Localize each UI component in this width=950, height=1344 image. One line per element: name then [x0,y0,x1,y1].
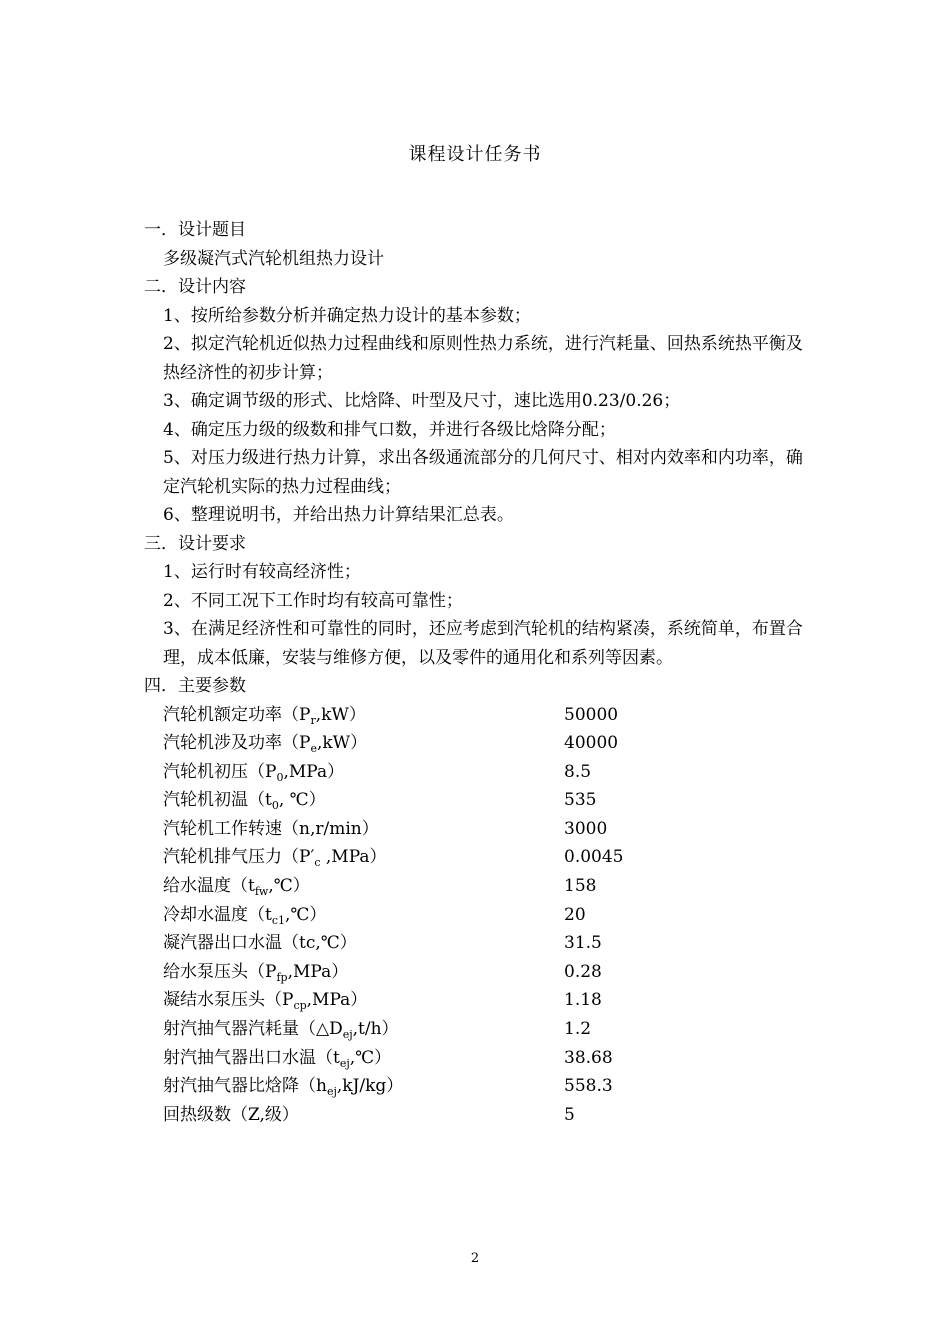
parameter-row [144,786,809,815]
parameter-subscript: cp [293,999,307,1013]
parameter-value: 535 [564,790,597,811]
parameter-label-unit: ,℃） [268,876,310,897]
parameter-label-text: 凝汽器出口水温（tc,℃） [163,933,357,954]
section-3-item: 3、在满足经济性和可靠性的同时，还应考虑到汽轮机的结构紧凑，系统简单，布置合理，成本低廉，安装与维修方便，以及零件的通用化和系列等因素。 [163,619,803,668]
section-2-item: 5、对压力级进行热力计算，求出各级通流部分的几何尺寸、相对内效率和内功率，确定汽轮机实际的热力过程曲线； [163,448,803,497]
parameter-label-unit: ,kW） [316,733,368,754]
parameter-label-unit: ,MPa） [320,847,387,868]
parameter-row [144,958,809,987]
parameter-label-text: 射汽抽气器比焓降（h [163,1076,327,1097]
parameter-label-text: 给水泵压头（P [163,961,277,982]
parameter-label [163,843,387,872]
parameter-row [144,701,809,730]
parameter-label [163,958,348,987]
parameter-value: 1.18 [564,990,602,1011]
parameter-label [163,872,310,901]
parameter-label-unit: ,℃） [285,904,327,925]
parameter-label-unit: ,kJ/kg） [336,1076,404,1097]
parameter-row [144,815,809,844]
document-title: 课程设计任务书 [408,144,542,165]
parameter-subscript: 0 [271,799,279,813]
parameter-label [163,1015,399,1044]
parameter-label [163,929,357,958]
parameter-row [144,729,809,758]
parameter-label-text: 回热级数（Z,级） [163,1104,299,1125]
section-4-heading: 四．主要参数 [144,676,246,696]
parameter-label-text: 凝结水泵压头（P [163,990,294,1011]
parameter-value: 558.3 [564,1076,613,1097]
parameter-subscript: fw [254,885,269,899]
parameter-label [163,901,326,930]
parameter-label-unit: ,kW） [315,704,366,725]
parameter-label-unit: , ℃） [278,790,326,811]
parameter-value: 3000 [564,818,608,839]
parameter-label-text: 汽轮机排气压力（P′ [163,847,315,868]
parameter-subscript: c [314,856,321,870]
parameter-row [144,872,809,901]
section-2-heading: 二．设计内容 [144,277,246,297]
parameter-label [163,986,367,1015]
parameter-row [144,758,809,787]
parameter-label-unit: ,MPa） [306,990,368,1011]
parameter-label-text: 汽轮机初压（P [163,761,277,782]
section-2-item: 2、拟定汽轮机近似热力过程曲线和原则性热力系统，进行汽耗量、回热系统热平衡及热经济性的初步计算； [163,334,803,383]
parameter-value: 20 [564,904,586,925]
parameter-label [163,729,367,758]
parameter-subscript: ej [339,1056,350,1070]
parameter-label [163,1072,403,1101]
parameter-value: 50000 [564,704,619,725]
parameter-label-text: 射汽抽气器汽耗量（△D [163,1019,343,1040]
parameter-label-text: 汽轮机初温（t [163,790,272,811]
parameter-row [144,1044,809,1073]
parameter-value: 8.5 [564,761,592,782]
section-2-item: 6、整理说明书，并给出热力计算结果汇总表。 [163,505,514,525]
parameter-label [163,1101,299,1130]
parameter-row [144,901,809,930]
parameter-row [144,929,809,958]
parameter-label-unit: ,t/h） [352,1019,399,1040]
parameter-subscript: ej [326,1085,337,1099]
parameter-value: 40000 [564,733,619,754]
parameter-label-unit: ,MPa） [287,961,349,982]
parameter-value: 0.28 [564,961,602,982]
section-3-item: 1、运行时有较高经济性； [163,562,361,582]
parameter-subscript: 0 [276,770,284,784]
parameter-row [144,986,809,1015]
parameter-subscript: c1 [271,913,286,927]
parameter-label-text: 汽轮机涉及功率（P [163,733,311,754]
parameter-subscript: r [310,713,316,727]
parameter-label-text: 射汽抽气器出口水温（t [163,1047,340,1068]
section-3-heading: 三．设计要求 [144,533,246,554]
page-number: 2 [470,1251,480,1266]
parameter-row [144,843,809,872]
parameter-value: 0.0045 [564,847,624,868]
parameter-label-text: 冷却水温度（t [163,904,272,925]
parameter-label-unit: ,℃） [349,1047,392,1068]
section-1-content: 多级凝汽式汽轮机组热力设计 [163,248,384,269]
parameter-label-text: 汽轮机工作转速（n,r/min） [163,818,379,839]
parameter-subscript: e [310,742,317,756]
parameter-value: 31.5 [564,933,602,954]
parameter-label [163,815,379,844]
parameter-label-unit: ,MPa） [283,761,345,782]
parameter-value: 158 [564,876,597,897]
section-1-heading: 一．设计题目 [144,220,246,240]
section-3-item: 2、不同工况下工作时均有较高可靠性； [163,590,463,611]
parameter-row [144,1101,809,1130]
parameter-row [144,1072,809,1101]
parameter-label [163,758,344,787]
section-2-item: 4、确定压力级的级数和排气口数，并进行各级比焓降分配； [163,419,616,440]
section-2-item: 1、按所给参数分析并确定热力设计的基本参数； [163,305,531,326]
document-body [144,216,809,1129]
parameter-subscript: fp [276,970,288,984]
parameter-label [163,786,326,815]
section-2-item: 3、确定调节级的形式、比焓降、叶型及尺寸，速比选用0.23/0.26； [163,391,681,411]
parameter-value: 38.68 [564,1047,613,1068]
parameter-label-text: 汽轮机额定功率（P [163,704,311,725]
parameter-label-text: 给水温度（t [163,876,255,897]
parameter-label [163,1044,391,1073]
parameter-value: 5 [564,1104,575,1125]
parameter-value: 1.2 [564,1019,592,1040]
parameter-row [144,1015,809,1044]
parameter-label [163,701,366,730]
parameter-subscript: ej [342,1028,353,1042]
parameter-list [144,701,809,1130]
